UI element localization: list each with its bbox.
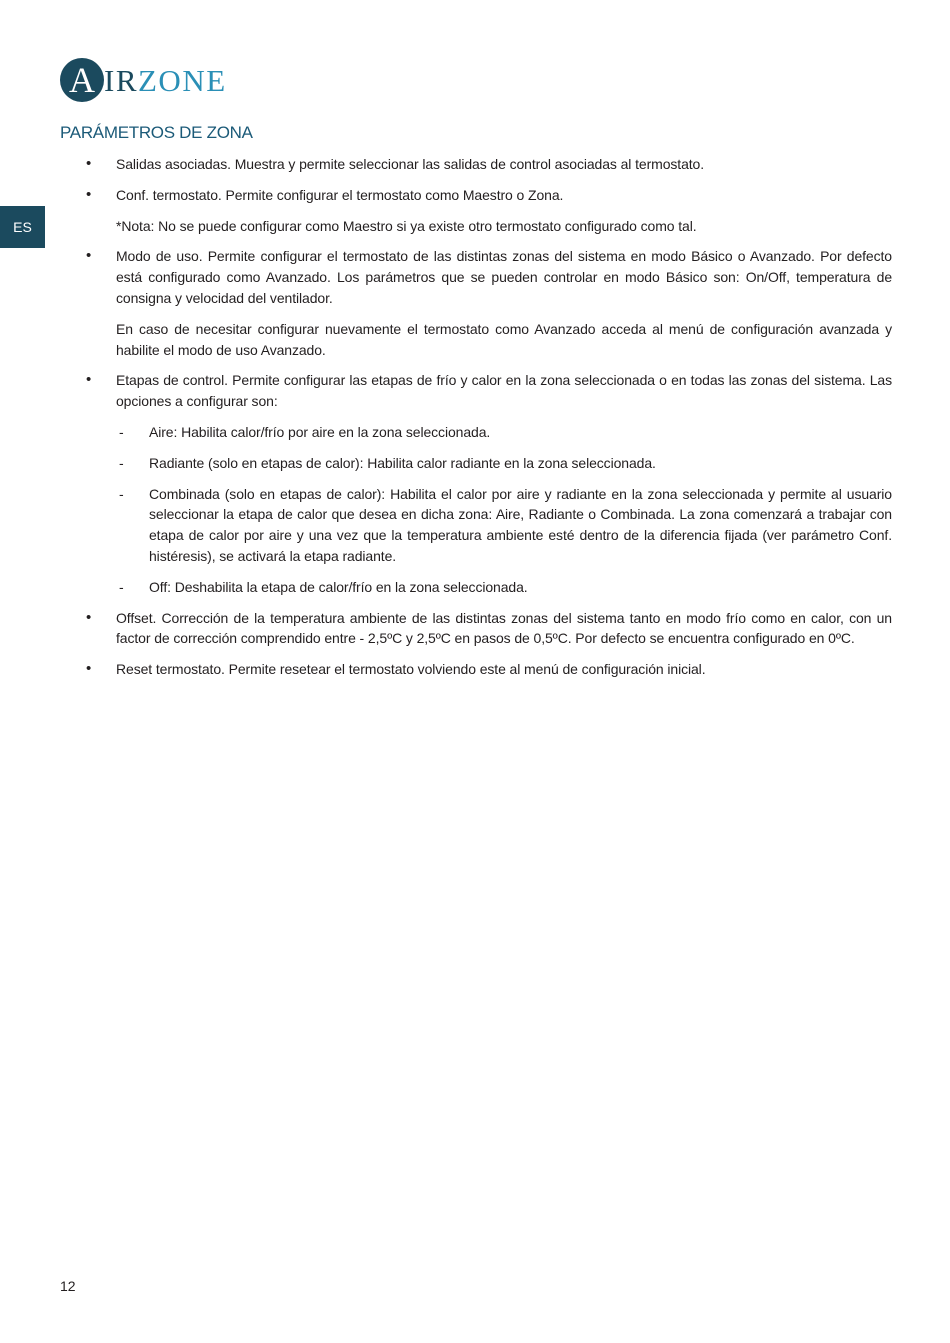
- options-list: [116, 422, 892, 598]
- section-title: PARÁMETROS DE ZONA: [60, 123, 253, 142]
- option-text: Combinada (solo en etapas de calor): Habilita el calor por aire y radiante en la zona seleccionada y permite al usuario seleccionar la etapa de calor que desea en dicha zona: Aire, Radiante o Combinada. La zona comenzará a trabajar con etapa de calor por aire y una vez que la temperatura ambiente esté dentro de la diferencia fijada (ver parámetro Conf. histéresis), se activará la etapa radiante.: [149, 485, 892, 564]
- list-item-offset: [60, 608, 892, 650]
- dash-icon: -: [119, 578, 124, 595]
- option-text: Aire: Habilita calor/frío por aire en la zona seleccionada.: [149, 423, 491, 440]
- option-combinada: [116, 484, 892, 567]
- logo-wordmark-zone: ZONE: [138, 63, 227, 98]
- dash-icon: -: [119, 485, 124, 502]
- list-item-salidas-asociadas: [60, 154, 892, 175]
- bullet-icon: •: [86, 660, 92, 678]
- item-text: Modo de uso. Permite configurar el termostato de las distintas zonas del sistema en modo Básico o Avanzado. Por defecto está configurado como Avanzado. Los parámetros que se pueden controlar en modo Básico son: On/Off, temperatura de consigna y velocidad del ventilador.: [116, 248, 892, 306]
- option-aire: [116, 422, 892, 443]
- bullet-icon: •: [86, 371, 92, 389]
- list-item-reset-termostato: [60, 659, 892, 680]
- logo-initial: A: [60, 58, 104, 102]
- zone-parameters-list: [60, 154, 892, 690]
- item-text: Salidas asociadas. Muestra y permite seleccionar las salidas de control asociadas al termostato.: [116, 156, 705, 172]
- bullet-icon: •: [86, 155, 92, 172]
- list-item-conf-termostato: [60, 185, 892, 237]
- bullet-icon: •: [86, 185, 92, 203]
- list-item-modo-de-uso: [60, 246, 892, 360]
- item-note: *Nota: No se puede configurar como Maestro si ya existe otro termostato configurado como tal.: [116, 217, 697, 234]
- dash-icon: -: [119, 454, 124, 471]
- logo-wordmark: [104, 57, 227, 103]
- page-number: 12: [60, 1278, 76, 1294]
- list-item-etapas-de-control: [60, 370, 892, 597]
- item-note: En caso de necesitar configurar nuevamente el termostato como Avanzado acceda al menú de configuración avanzada y habilite el modo de uso Avanzado.: [116, 320, 892, 358]
- item-text: Conf. termostato. Permite configurar el termostato como Maestro o Zona.: [116, 186, 564, 203]
- bullet-icon: •: [86, 247, 92, 265]
- option-text: Radiante (solo en etapas de calor): Habilita calor radiante en la zona seleccionada.: [149, 454, 656, 471]
- item-text: Offset. Corrección de la temperatura ambiente de las distintas zonas del sistema tanto en modo frío como en calor, con un factor de corrección comprendido entre - 2,5ºC y 2,5ºC en pasos de 0,5ºC. Por defecto se encuentra configurado en 0ºC.: [116, 609, 892, 647]
- option-text: Off: Deshabilita la etapa de calor/frío en la zona seleccionada.: [149, 578, 528, 595]
- option-radiante: [116, 453, 892, 474]
- item-text: Reset termostato. Permite resetear el termostato volviendo este al menú de configuración inicial.: [116, 661, 706, 678]
- option-off: [116, 577, 892, 598]
- item-text: Etapas de control. Permite configurar las etapas de frío y calor en la zona seleccionada o en todas las zonas del sistema. Las opciones a configurar son:: [116, 372, 892, 410]
- dash-icon: -: [119, 423, 124, 440]
- bullet-icon: •: [86, 608, 92, 626]
- language-tab: ES: [0, 206, 45, 248]
- airzone-logo: [60, 57, 227, 103]
- logo-wordmark-ir: IR: [104, 63, 138, 98]
